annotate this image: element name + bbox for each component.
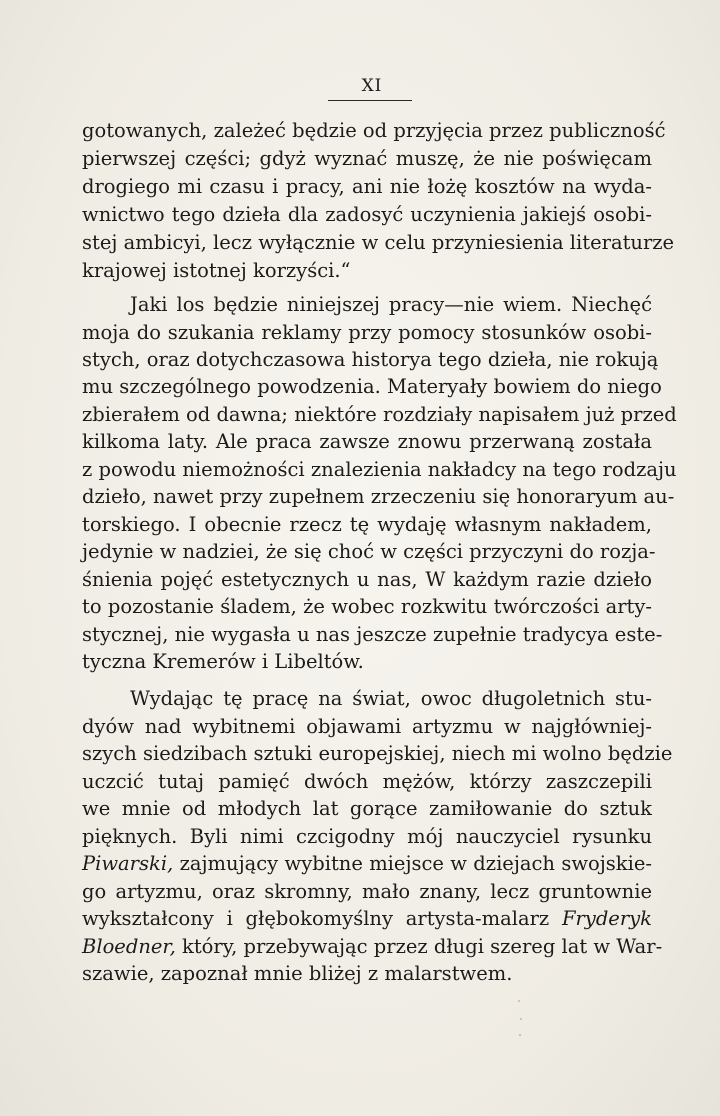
text-line: Wydając tę pracę na świat, owoc długoletnich stu- [130,687,652,710]
text-line-start: wykształcony i głębokomyślny artysta-malarz [82,907,562,930]
text-line-rest: zajmujący wybitne miejsce w dziejach swojskie- [173,852,652,875]
name-fryderyk: Fryderyk [561,907,652,930]
text-line: to pozostanie śladem, że wobec rozkwitu twórczości arty- [82,595,652,618]
paper-speck [519,1034,521,1036]
text-line: szych siedzibach sztuki europejskiej, niech mi wolno będzie [82,742,673,765]
name-bloedner: Bloedner, [82,935,176,958]
text-line: tyczna Kremerów i Libeltów. [82,650,364,673]
text-line-fryderyk [82,905,652,932]
page-number-rule [328,100,412,101]
text-line-rest: który, przebywając przez długi szereg lat w War- [175,935,663,958]
text-line-piwarski [82,850,652,877]
text-line: go artyzmu, oraz skromny, mało znany, lecz gruntownie [82,880,652,903]
text-line: wnictwo tego dzieła dla zadosyć uczynienia jakiejś osobi- [82,203,652,226]
text-line: drogiego mi czasu i pracy, ani nie łożę kosztów na wyda- [82,175,652,198]
text-line: mu szczególnego powodzenia. Materyały bowiem do niego [82,375,662,398]
text-line-bloedner [82,933,663,960]
text-line: pierwszej części; gdyż wyznać muszę, że nie poświęcam [82,147,652,170]
text-line: z powodu niemożności znalezienia nakładcy na tego rodzaju [82,458,677,481]
text-line: dyów nad wybitnemi objawami artyzmu w najgłówniej- [82,715,652,738]
text-line: jedynie w nadziei, że się choć w części przyczyni do rozja- [82,540,656,563]
text-line: krajowej istotnej korzyści.“ [82,259,351,282]
text-line: moja do szukania reklamy przy pomocy stosunków osobi- [82,321,652,344]
paper-speck [520,1018,522,1020]
text-line: stej ambicyi, lecz wyłącznie w celu przyniesienia literaturze [82,231,675,254]
text-line: torskiego. I obecnie rzecz tę wydaję własnym nakładem, [82,513,652,536]
text-line: zbierałem od dawna; niektóre rozdziały napisałem już przed [82,403,677,426]
text-line: gotowanych, zależeć będzie od przyjęcia przez publiczność [82,119,666,142]
page-number: XI [361,76,383,96]
text-line: uczcić tutaj pamięć dwóch mężów, którzy zaszczepili [82,770,652,793]
text-line: pięknych. Byli nimi czcigodny mój nauczyciel rysunku [82,825,652,848]
text-line: szawie, zapoznał mnie bliżej z malarstwem. [82,962,513,985]
text-line: we mnie od młodych lat gorące zamiłowanie do sztuk [82,797,652,820]
name-piwarski: Piwarski, [82,852,174,875]
text-line: Jaki los będzie niniejszej pracy—nie wiem. Niechęć [130,293,652,316]
text-line: śnienia pojęć estetycznych u nas, W każdym razie dzieło [82,568,652,591]
text-line: dzieło, nawet przy zupełnem zrzeczeniu się honoraryum au- [82,485,675,508]
text-line: stych, oraz dotychczasowa historya tego dzieła, nie rokują [82,348,659,371]
text-line: kilkoma laty. Ale praca zawsze znowu przerwaną została [82,430,652,453]
paper-speck [518,1000,520,1002]
text-line: stycznej, nie wygasła u nas jeszcze zupełnie tradycya este- [82,623,663,646]
